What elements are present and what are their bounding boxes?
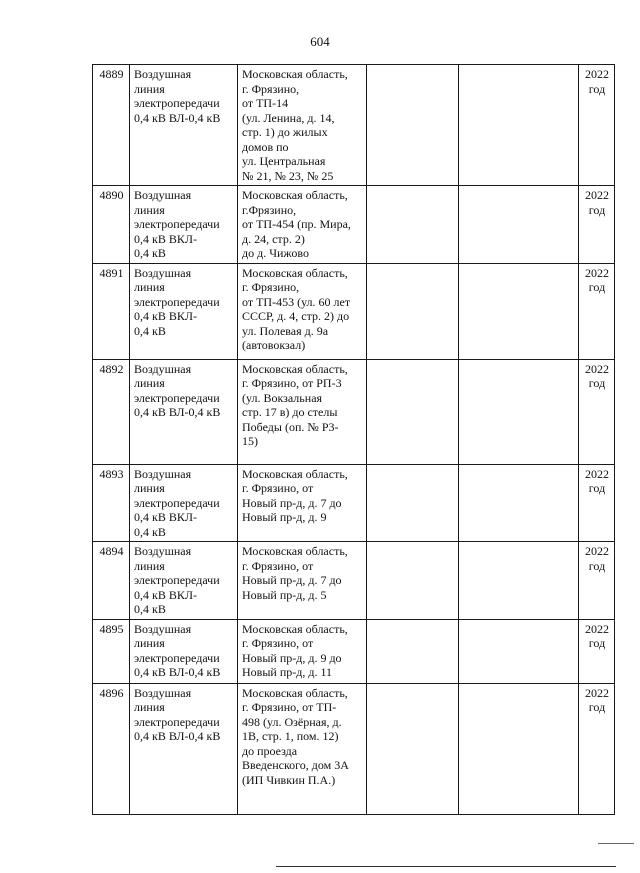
- location-line: г. Фрязино, от РП-3: [242, 376, 342, 390]
- table-row: [93, 65, 615, 186]
- row-number-cell: [93, 186, 130, 264]
- row-number-cell: [93, 464, 130, 542]
- table-row: [93, 683, 615, 814]
- row-number-cell: [93, 359, 130, 464]
- object-name-cell: [130, 263, 238, 359]
- location-line: Новый пр-д, д. 5: [242, 587, 327, 602]
- object-name-line: электропередачи: [134, 390, 220, 405]
- location-line: до д. Чижово: [242, 246, 310, 260]
- empty-cell: [367, 186, 459, 264]
- object-name-line: Воздушная: [134, 67, 192, 81]
- location-line: Новый пр-д, д. 11: [242, 665, 332, 679]
- row-number-cell: [93, 683, 130, 814]
- object-name-line: 0,4 кВ ВКЛ-: [134, 587, 197, 602]
- object-name-cell: [130, 683, 238, 814]
- object-name-line: линия: [134, 558, 165, 573]
- location-line: Новый пр-д, д. 9: [242, 510, 327, 524]
- location-line: от ТП-453 (ул. 60 лет: [242, 294, 351, 309]
- object-name-line: Воздушная: [134, 685, 192, 700]
- year-line: 2022: [585, 361, 609, 376]
- row-number-cell: [93, 65, 130, 186]
- year-line: год: [588, 81, 606, 96]
- object-name-line: электропередачи: [134, 573, 220, 587]
- object-name-line: 0,4 кВ: [134, 323, 166, 338]
- row-number: 4894: [99, 544, 124, 558]
- object-name-line: линия: [134, 481, 165, 495]
- bottom-rule-line: [276, 866, 616, 867]
- location-cell: [238, 542, 367, 620]
- object-name-line: Воздушная: [134, 361, 192, 376]
- row-number: 4893: [99, 466, 124, 481]
- year-line: 2022: [585, 67, 609, 81]
- scan-artifact-line: [598, 843, 634, 844]
- row-number-cell: [93, 263, 130, 359]
- object-name-line: линия: [134, 202, 165, 217]
- object-name-line: линия: [134, 636, 165, 650]
- object-name-line: электропередачи: [134, 714, 220, 729]
- location-line: г. Фрязино, от: [242, 636, 314, 650]
- year-line: год: [588, 376, 606, 390]
- object-name-cell: [130, 542, 238, 620]
- location-line: Московская область,: [242, 621, 348, 636]
- location-line: д. 24, стр. 2): [242, 231, 305, 246]
- year-line: 2022: [585, 685, 609, 700]
- year-cell: [579, 542, 615, 620]
- empty-cell: [367, 619, 459, 683]
- location-line: домов по: [242, 139, 289, 154]
- year-line: год: [588, 481, 606, 495]
- location-line: (ул. Ленина, д. 14,: [242, 110, 335, 125]
- year-line: год: [588, 202, 606, 217]
- location-line: 498 (ул. Озёрная, д.: [242, 714, 342, 729]
- year-line: год: [588, 280, 606, 294]
- empty-cell: [459, 683, 579, 814]
- page-number: 604: [310, 34, 330, 49]
- year-cell: [579, 65, 615, 186]
- empty-cell: [459, 619, 579, 683]
- year-line: год: [588, 636, 606, 650]
- object-name-cell: [130, 65, 238, 186]
- object-name-line: линия: [134, 700, 165, 714]
- object-name-line: Воздушная: [134, 544, 192, 558]
- object-name-line: электропередачи: [134, 294, 220, 309]
- location-line: Победы (оп. № Р3-: [242, 419, 339, 434]
- location-line: до проезда: [242, 743, 298, 758]
- year-cell: [579, 683, 615, 814]
- object-name-cell: [130, 186, 238, 264]
- row-number: 4895: [99, 621, 124, 636]
- empty-cell: [459, 65, 579, 186]
- location-line: Московская область,: [242, 265, 348, 280]
- empty-cell: [367, 263, 459, 359]
- empty-cell: [459, 464, 579, 542]
- year-cell: [579, 359, 615, 464]
- location-cell: [238, 65, 367, 186]
- location-line: г. Фрязино, от: [242, 481, 314, 495]
- location-cell: [238, 186, 367, 264]
- location-line: (автовокзал): [242, 338, 306, 352]
- location-cell: [238, 619, 367, 683]
- row-number: 4896: [99, 685, 124, 700]
- table-row: [93, 263, 615, 359]
- empty-cell: [459, 542, 579, 620]
- location-line: 1В, стр. 1, пом. 12): [242, 729, 339, 743]
- table-row: [93, 464, 615, 542]
- year-line: год: [588, 558, 606, 573]
- table-row: [93, 619, 615, 683]
- location-line: г. Фрязино,: [242, 280, 300, 294]
- empty-cell: [459, 359, 579, 464]
- object-name-cell: [130, 464, 238, 542]
- location-line: Введенского, дом 3А: [242, 758, 349, 772]
- object-name-line: 0,4 кВ ВКЛ-: [134, 309, 197, 323]
- object-name-line: 0,4 кВ: [134, 602, 166, 616]
- empty-cell: [367, 542, 459, 620]
- object-name-line: электропередачи: [134, 217, 220, 231]
- object-name-line: Воздушная: [134, 466, 192, 481]
- year-cell: [579, 263, 615, 359]
- object-name-line: Воздушная: [134, 265, 192, 280]
- location-line: (ИП Чивкин П.А.): [242, 772, 336, 787]
- row-number: 4889: [99, 67, 124, 81]
- object-name-cell: [130, 359, 238, 464]
- location-line: г. Фрязино, от: [242, 558, 314, 573]
- year-cell: [579, 186, 615, 264]
- location-line: стр. 17 в) до стелы: [242, 405, 338, 419]
- year-line: 2022: [585, 544, 609, 558]
- year-line: 2022: [585, 265, 609, 280]
- object-name-line: 0,4 кВ ВЛ-0,4 кВ: [134, 665, 221, 679]
- empty-cell: [367, 683, 459, 814]
- row-number-cell: [93, 542, 130, 620]
- object-name-line: Воздушная: [134, 188, 192, 202]
- empty-cell: [367, 65, 459, 186]
- registry-table: [92, 64, 615, 815]
- location-line: Московская область,: [242, 466, 348, 481]
- location-line: 15): [242, 434, 258, 448]
- object-name-cell: [130, 619, 238, 683]
- location-line: ул. Полевая д. 9а: [242, 323, 329, 338]
- object-name-line: 0,4 кВ ВКЛ-: [134, 510, 197, 524]
- object-name-line: линия: [134, 81, 165, 96]
- object-name-line: 0,4 кВ ВЛ-0,4 кВ: [134, 729, 221, 743]
- empty-cell: [459, 263, 579, 359]
- row-number-cell: [93, 619, 130, 683]
- location-cell: [238, 464, 367, 542]
- location-line: (ул. Вокзальная: [242, 390, 323, 405]
- year-line: 2022: [585, 621, 609, 636]
- location-line: Московская область,: [242, 188, 348, 202]
- year-line: 2022: [585, 188, 609, 202]
- location-line: от ТП-454 (пр. Мира,: [242, 217, 351, 231]
- location-cell: [238, 359, 367, 464]
- location-line: ул. Центральная: [242, 154, 326, 168]
- row-number: 4891: [99, 265, 124, 280]
- location-line: Московская область,: [242, 685, 348, 700]
- year-cell: [579, 464, 615, 542]
- year-line: 2022: [585, 466, 609, 481]
- location-line: стр. 1) до жилых: [242, 125, 328, 139]
- row-number: 4892: [99, 361, 124, 376]
- object-name-line: электропередачи: [134, 495, 220, 510]
- empty-cell: [367, 359, 459, 464]
- location-line: № 21, № 23, № 25: [242, 168, 334, 183]
- table-row: [93, 359, 615, 464]
- location-line: Московская область,: [242, 544, 348, 558]
- table-row: [93, 542, 615, 620]
- location-line: СССР, д. 4, стр. 2) до: [242, 309, 350, 323]
- location-line: Московская область,: [242, 67, 348, 81]
- year-line: год: [588, 700, 606, 714]
- object-name-line: 0,4 кВ ВЛ-0,4 кВ: [134, 110, 221, 125]
- table-row: [93, 186, 615, 264]
- object-name-line: 0,4 кВ ВЛ-0,4 кВ: [134, 405, 221, 419]
- location-line: от ТП-14: [242, 96, 289, 110]
- location-line: Новый пр-д, д. 7 до: [242, 573, 342, 587]
- location-line: Новый пр-д, д. 7 до: [242, 495, 342, 510]
- object-name-line: 0,4 кВ: [134, 524, 166, 539]
- location-cell: [238, 683, 367, 814]
- object-name-line: электропередачи: [134, 96, 220, 110]
- year-cell: [579, 619, 615, 683]
- location-line: г. Фрязино,: [242, 81, 300, 96]
- location-line: г.Фрязино,: [242, 202, 297, 217]
- object-name-line: Воздушная: [134, 621, 192, 636]
- object-name-line: 0,4 кВ ВКЛ-: [134, 231, 197, 246]
- registry-table-body: [93, 65, 615, 815]
- empty-cell: [459, 186, 579, 264]
- location-line: г. Фрязино, от ТП-: [242, 700, 337, 714]
- row-number: 4890: [99, 188, 124, 202]
- object-name-line: 0,4 кВ: [134, 246, 166, 260]
- location-line: Московская область,: [242, 361, 348, 376]
- empty-cell: [367, 464, 459, 542]
- object-name-line: электропередачи: [134, 650, 220, 665]
- object-name-line: линия: [134, 376, 165, 390]
- object-name-line: линия: [134, 280, 165, 294]
- location-line: Новый пр-д, д. 9 до: [242, 650, 342, 665]
- location-cell: [238, 263, 367, 359]
